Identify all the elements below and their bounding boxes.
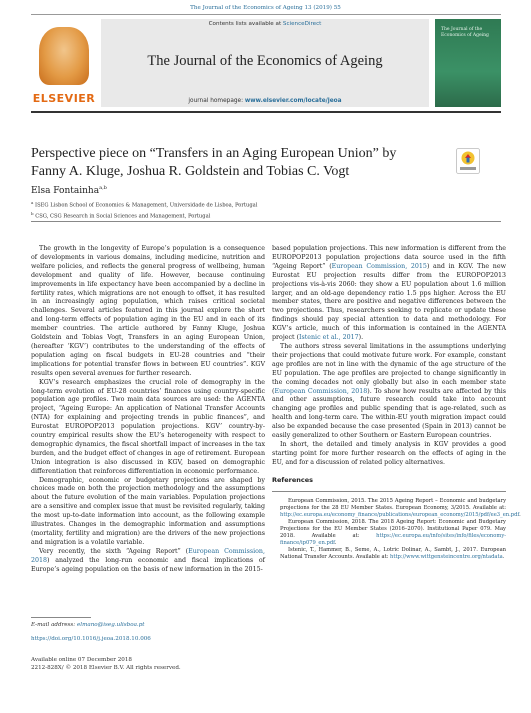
reference-link[interactable]: http://www.wittgensteincentre.org/ntadata — [390, 553, 503, 560]
reference-item: Istenic, T., Hammer, B., Seme, A., Lotric Dolinar, A., Sambt, J., 2017. European National Transfer Accounts. Available at: http://www.wittgensteincentre.org/ntadata. — [280, 546, 506, 560]
references-heading: References — [272, 475, 314, 484]
article-title: Perspective piece on “Transfers in an Aging European Union” by Fanny A. Kluge, Joshua R. Goldstein and Tobias C. Vogt — [31, 146, 397, 179]
paragraph: The authors stress several limitations in the assumptions underlying their projections that could motivate future work. For example, constant age profiles are not in line with the dynamic of the age structure of the EU population. The age profiles are projected to change significantly in the coming decades not only globally but also in each member state (European Commission, 2018). To show how results are affected by this and other assumptions, future research could take into account changing age profiles and public spending that is age-related, such as health and long-term care. The within-EU youth migration impact could also be expanded because the case presented (Spain in 2013) cannot be easily generalized to other Southern or Eastern European countries. — [272, 342, 506, 440]
reference-link[interactable]: https://ec.europa.eu/info/sites/info/files/economy-finance/ip079_en.pdf — [280, 532, 506, 546]
affiliation-b: $^b$ CSG, CSG Research in Social Sciences and Management, Portugal — [31, 211, 211, 220]
sciencedirect-link[interactable]: ScienceDirect — [282, 21, 322, 27]
journal-masthead — [31, 14, 501, 113]
body-column-right — [272, 245, 521, 561]
citation-link[interactable]: European Commission, 2015 — [331, 262, 427, 270]
affiliations — [31, 199, 431, 221]
doi-link[interactable]: https://doi.org/10.1016/j.jeoa.2018.10.006 — [31, 635, 151, 642]
masthead-center — [101, 19, 429, 107]
paragraph: KGV’s research emphasizes the crucial role of demography in the long-term evolution of EU-28 countries’ finances using country-specific population age profiles. Two main data sources are used: the AGENTA project, “Ageing Europe: An application of National Transfer Accounts (NTA) for explaining and projecting trends in public finances”, and Eurostat EUROPOP2013 population projections. KGV’ country-by-country empirical results show the EU’s heterogeneity with respect to demographic dynamics, the fiscal shortfall impact of increases in the tax burden, and the budget effect of changes in age of retirement. European Union integration is also discussed in KGV, based on demographic differentiation that reinforces differentiation in economic performance. — [31, 378, 265, 475]
citation-link[interactable]: European Commission, 2018 — [274, 387, 368, 395]
contents-line — [101, 21, 429, 27]
homepage-line — [101, 98, 429, 104]
author-name: Elsa Fontainha — [31, 186, 100, 196]
elsevier-logo — [31, 19, 97, 109]
author-line — [31, 185, 107, 196]
reference-item: European Commission, 2018. The 2018 Ageing Report: Economic and Budgetary Projections for the EU Member States (2016–2070). Institutional Paper 079. May 2018. Available at: https://ec.europa.eu/info/sites/info/files/economy-finance/ip079_en.pdf. — [280, 518, 506, 546]
paragraph: Very recently, the sixth “Ageing Report” (European Commission, 2018) analyzed the long-run economic and fiscal implications of Europe’s ageing population on the basis of new information in the 2015- — [31, 547, 265, 573]
citation-link[interactable]: Istenic et al., 2017 — [299, 334, 359, 342]
email-line: E-mail address: elmano@iseg.ulisboa.pt — [31, 622, 145, 628]
homepage-link[interactable]: www.elsevier.com/locate/jeoa — [244, 98, 342, 104]
references-divider — [272, 491, 506, 492]
affiliation-a: $^a$ ISEG Lisbon School of Economics & Management, Universidade de Lisboa, Portugal — [31, 200, 258, 209]
crossmark-icon[interactable] — [456, 148, 480, 174]
availability-line: Available online 07 December 2018 — [31, 657, 132, 663]
elsevier-wordmark: ELSEVIER — [32, 92, 96, 105]
contents-prefix: Contents lists available at — [208, 21, 283, 27]
cover-title: The Journal of the Economics of Ageing — [441, 27, 489, 38]
paragraph: In short, the detailed and timely analysis in KGV provides a good starting point for more further research on the effects of aging in the EU, and for a discussion of related policy alternatives. — [272, 440, 506, 466]
journal-citation-link[interactable]: The Journal of the Economics of Ageing 13 (2019) 55 — [190, 5, 341, 11]
article-footer — [31, 617, 265, 672]
elsevier-tree-icon — [39, 27, 89, 85]
paragraph: Demographic, economic or budgetary projections are shaped by choices made on both the projection methodology and the assumptions about the future evolution of the main variables. Population projections are a sensitive and complex issue that must be revisited regularly, taking the most up-to-date information into account, as the following example illustrates. Changes in the demographic information and assumptions (mortality, fertility and migration) are the drivers of the new projections and migration is a volatile variable. — [31, 476, 265, 546]
reference-link[interactable]: http://ec.europa.eu/economy_finance/publications/european_economy/2015/pdf/ee3_en.pdf — [280, 511, 520, 518]
journal-cover-thumbnail — [435, 19, 501, 107]
footnote-divider — [31, 617, 91, 618]
body-column-left — [31, 245, 265, 575]
reference-item: European Commission, 2015. The 2015 Ageing Report – Economic and budgetary projections for the 28 EU Member States. European Economy, 3/2015. Available at: http://ec.europa.eu/economy_finance/publications/european_economy/2015/pdf/ee3_en.pdf. — [280, 497, 521, 518]
citation-link[interactable]: European Commission, 2018 — [31, 547, 265, 564]
email-link[interactable]: elmano@iseg.ulisboa.pt — [76, 622, 145, 628]
affiliation-divider — [31, 221, 501, 222]
issn-line: 2212-828X/ © 2018 Elsevier B.V. All rights reserved. — [31, 664, 181, 671]
paragraph: based population projections. This new information is different from the EUROPOP2013 population projections data source used in the fifth “Ageing Report” (European Commission, 2015) and in KGV. The new Eurostat EU projection results differ from the EUROPOP2013 projections vis-à-vis 2060: they show a EU population about 1.6 million larger, and an old-age dependency ratio 1.5 pps higher. Across the EU member states, there are positive and negative differences between the two projections. Thus, researchers seeking to replicate or update these findings should pay special attention to data and methodology. For KGV’s article, much of this information is contained in the AGENTA project (Istenic et al., 2017). — [272, 245, 506, 342]
journal-title: The Journal of the Economics of Ageing — [147, 53, 383, 69]
author-affiliation-marks: a,b — [99, 185, 107, 191]
paragraph: The growth in the longevity of Europe’s population is a consequence of developments in various domains, including medicine, nutrition and welfare policies, and reflects the general progress of wellbeing, human development and quality of life. However, because continuing improvements in life expectancy have been accompanied by a decline in fertility rates, which migrations are not enough to offset, it has resulted in an increasingly aging population, which raises critical societal challenges. Several articles featured in this journal explore the short and long-term effects of population aging in the EU and in each of its member countries. The article authored by Fanny Kluge, Joshua Goldstein and Tobias Vogt, Transfers in an aging European Union, (hereafter ‘KGV’) contributes to the understanding of the effects of population aging on fiscal budgets in EU-28 countries and “their implications for potential transfer flows in between EU countries”. KGV results open several avenues for further research. — [31, 245, 265, 377]
homepage-prefix: journal homepage: — [188, 98, 245, 104]
